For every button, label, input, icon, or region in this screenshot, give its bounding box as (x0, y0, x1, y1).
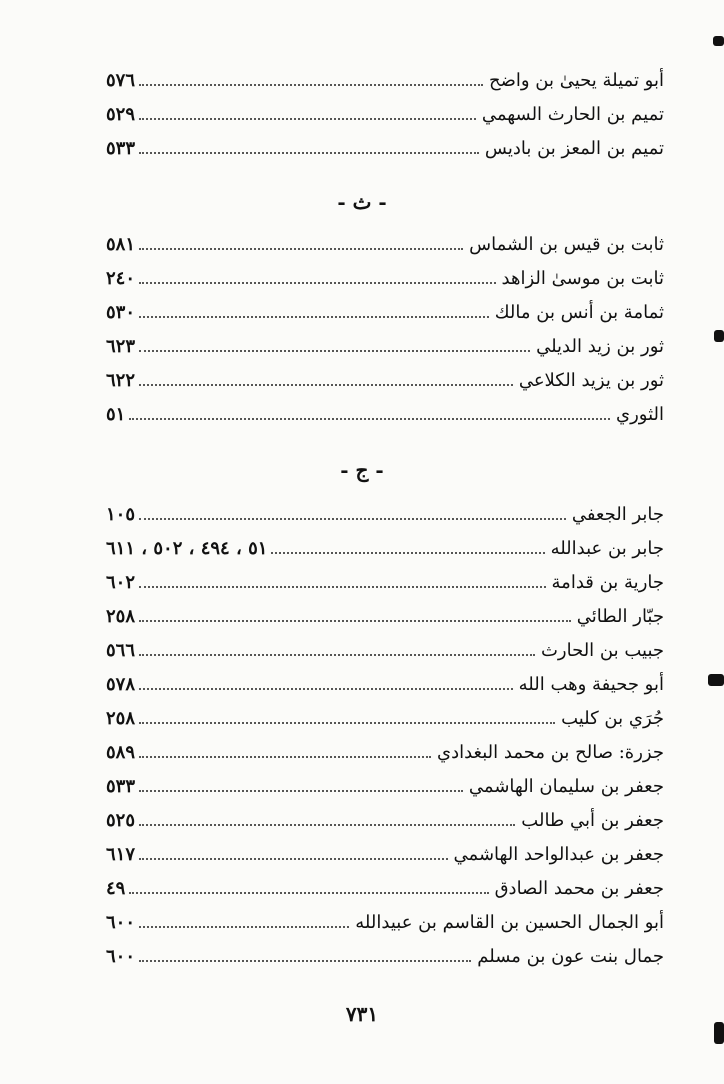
entry-page-reference: ٥٦٦ (106, 640, 136, 661)
entry-name: جزرة: صالح بن محمد البغدادي (437, 742, 664, 763)
dot-leader (139, 248, 463, 250)
index-entry (106, 296, 664, 330)
entry-name: جعفر بن عبدالواحد الهاشمي (453, 844, 664, 865)
dot-leader (271, 552, 544, 554)
scan-edge-mark (714, 1022, 724, 1044)
page-number: ٧٣١ (345, 1002, 379, 1026)
index-entry (106, 804, 664, 838)
index-entry (106, 634, 664, 668)
dot-leader (139, 118, 476, 120)
entry-name: جُرَي بن كليب (561, 708, 664, 729)
index-entry (106, 940, 664, 974)
entry-name: جعفر بن سليمان الهاشمي (468, 776, 664, 797)
entry-page-reference: ٢٥٨ (106, 708, 136, 729)
dot-leader (139, 654, 535, 656)
entry-page-reference: ٥٣٣ (106, 138, 136, 159)
dot-leader (139, 586, 546, 588)
index-entry (106, 364, 664, 398)
index-entry (106, 398, 664, 432)
dot-leader (139, 152, 479, 154)
dot-leader (139, 722, 555, 724)
index-entry (106, 600, 664, 634)
index-entry (106, 566, 664, 600)
entry-page-reference: ٥٣٣ (106, 776, 136, 797)
index-entry (106, 64, 664, 98)
dot-leader (139, 926, 349, 928)
entry-page-reference: ٥١ (106, 404, 126, 425)
dot-leader (139, 84, 483, 86)
entry-page-reference: ٥٢٩ (106, 104, 136, 125)
entry-name: جمال بنت عون بن مسلم (477, 946, 664, 967)
scan-edge-mark (708, 674, 724, 686)
entry-page-reference: ٦٠٠ (106, 946, 136, 967)
entry-name: جارية بن قدامة (551, 572, 664, 593)
entry-page-reference: ٦١٧ (106, 844, 136, 865)
entry-page-reference: ٦٠٠ (106, 912, 136, 933)
entry-name: ثور بن زيد الديلي (536, 336, 664, 357)
dot-leader (139, 282, 496, 284)
entry-page-reference: ٥٨١ (106, 234, 136, 255)
entry-name: جبيب بن الحارث (540, 640, 664, 661)
dot-leader (139, 858, 448, 860)
index-entry (106, 906, 664, 940)
entry-name: ثور بن يزيد الكلاعي (518, 370, 664, 391)
index-section (106, 498, 664, 974)
dot-leader (139, 518, 566, 520)
entry-page-reference: ٦٠٢ (106, 572, 136, 593)
index-entry (106, 668, 664, 702)
dot-leader (139, 790, 463, 792)
scan-edge-mark (714, 330, 724, 342)
entry-name: أبو تميلة يحيىٰ بن واضح (488, 70, 664, 91)
dot-leader (139, 316, 489, 318)
dot-leader (139, 350, 530, 352)
entry-page-reference: ٥٧٦ (106, 70, 136, 91)
index-entry (106, 770, 664, 804)
entry-page-reference: ٥٨٩ (106, 742, 136, 763)
section-letter-heading: - ث - (337, 190, 387, 214)
index-section (106, 64, 664, 166)
entry-page-reference: ٦٢٣ (106, 336, 136, 357)
entry-name: ثابت بن موسىٰ الزاهد (501, 268, 664, 289)
entry-page-reference: ٦٢٢ (106, 370, 136, 391)
index-section (106, 228, 664, 432)
index-entry (106, 872, 664, 906)
entry-page-reference: ٢٥٨ (106, 606, 136, 627)
entry-name: أبو جحيفة وهب الله (518, 674, 664, 695)
entry-name: أبو الجمال الحسين بن القاسم بن عبيدالله (355, 912, 664, 933)
section-letter-heading: - ج - (340, 458, 384, 482)
index-entry (106, 736, 664, 770)
index-entry (106, 498, 664, 532)
index-entry (106, 838, 664, 872)
dot-leader (139, 960, 471, 962)
dot-leader (129, 418, 610, 420)
entry-name: ثابت بن قيس بن الشماس (469, 234, 664, 255)
scan-edge-mark (713, 36, 724, 46)
entry-page-reference: ٢٤٠ (106, 268, 136, 289)
index-entry (106, 132, 664, 166)
entry-page-reference: ٥١ ، ٤٩٤ ، ٥٠٢ ، ٦١١ (106, 538, 268, 559)
entry-name: تميم بن الحارث السهمي (481, 104, 664, 125)
entry-name: جابر بن عبدالله (550, 538, 664, 559)
dot-leader (139, 620, 571, 622)
dot-leader (139, 824, 515, 826)
index-entry (106, 330, 664, 364)
entry-name: جعفر بن محمد الصادق (494, 878, 664, 899)
index-entry (106, 262, 664, 296)
index-entry (106, 98, 664, 132)
entry-name: ثمامة بن أنس بن مالك (494, 302, 664, 323)
entry-page-reference: ٥٧٨ (106, 674, 136, 695)
entry-page-reference: ٥٣٠ (106, 302, 136, 323)
entry-name: جابر الجعفي (571, 504, 664, 525)
index-entry (106, 228, 664, 262)
index-entry (106, 532, 664, 566)
entry-name: الثوري (616, 404, 664, 425)
dot-leader (139, 756, 431, 758)
entry-name: جعفر بن أبي طالب (521, 810, 664, 831)
entry-name: تميم بن المعز بن باديس (484, 138, 664, 159)
index-entry (106, 702, 664, 736)
dot-leader (139, 384, 513, 386)
entry-name: جبّار الطائي (576, 606, 664, 627)
dot-leader (139, 688, 513, 690)
entry-page-reference: ٥٢٥ (106, 810, 136, 831)
entry-page-reference: ٤٩ (106, 878, 126, 899)
entry-page-reference: ١٠٥ (106, 504, 136, 525)
dot-leader (129, 892, 488, 894)
